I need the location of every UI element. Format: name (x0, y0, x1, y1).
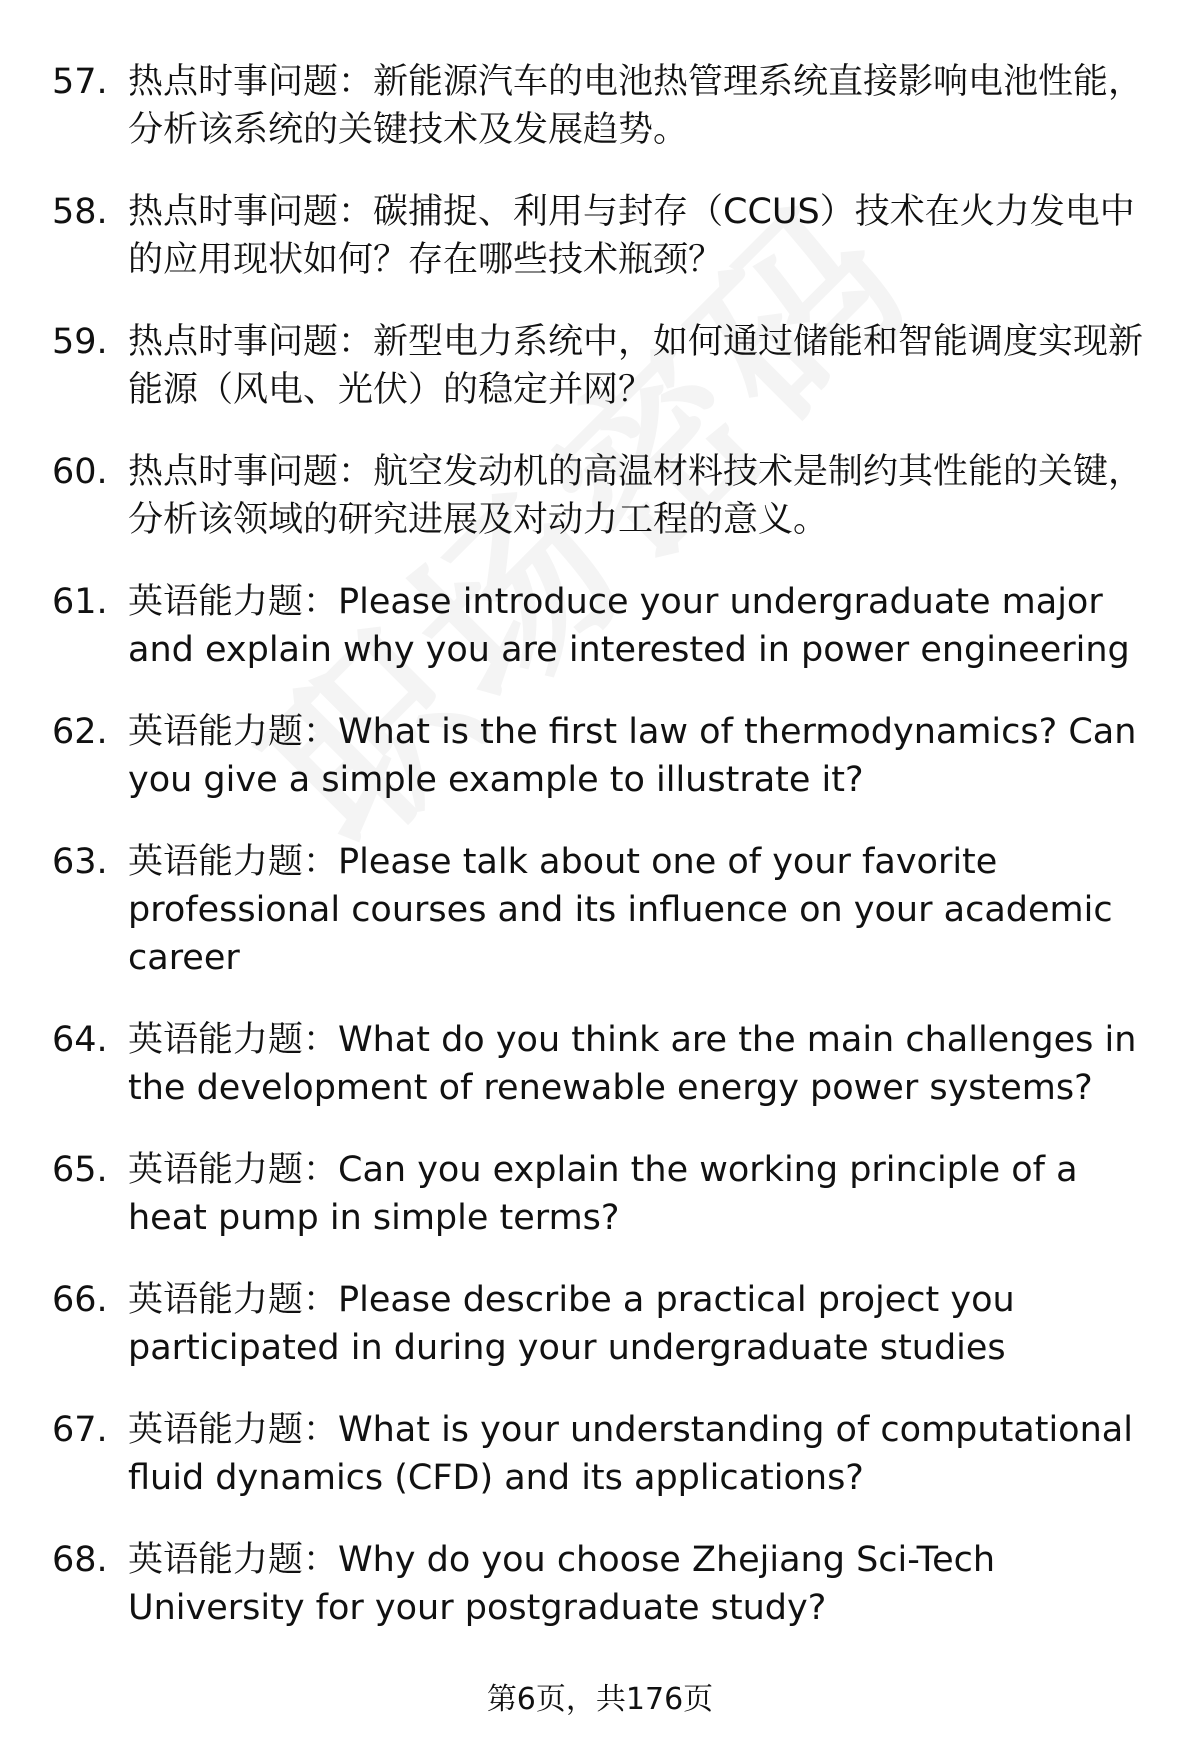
question-number: 65. (52, 1150, 108, 1190)
question-text: 热点时事问题：新能源汽车的电池热管理系统直接影响电池性能，分析该系统的关键技术及发展趋势。 (128, 62, 1144, 150)
question-text: 英语能力题：Why do you choose Zhejiang Sci-Tech University for your postgraduate study? (128, 1540, 996, 1628)
question-item (52, 58, 1152, 154)
question-text: 英语能力题：Please introduce your undergraduate major and explain why you are interested in power engineering (128, 582, 1130, 670)
question-text: 英语能力题：Please describe a practical project you participated in during your undergraduate studies (128, 1280, 1015, 1368)
question-item (52, 1016, 1152, 1112)
question-text: 英语能力题：Can you explain the working principle of a heat pump in simple terms? (128, 1150, 1078, 1238)
question-number: 60. (52, 452, 108, 492)
question-number: 68. (52, 1540, 108, 1580)
question-text: 热点时事问题：碳捕捉、利用与封存（CCUS）技术在火力发电中的应用现状如何？存在哪些技术瓶颈？ (128, 192, 1135, 280)
question-item (52, 708, 1152, 804)
question-number: 57. (52, 62, 108, 102)
question-number: 67. (52, 1410, 108, 1450)
question-item (52, 448, 1152, 544)
question-number: 61. (52, 582, 108, 622)
question-text: 英语能力题：What do you think are the main challenges in the development of renewable energy power systems? (128, 1020, 1137, 1108)
question-number: 58. (52, 192, 108, 232)
question-item (52, 1406, 1152, 1502)
question-text: 英语能力题：What is the first law of thermodynamics? Can you give a simple example to illustrate it? (128, 712, 1137, 800)
question-item (52, 318, 1152, 414)
question-number: 63. (52, 842, 108, 882)
question-text: 英语能力题：Please talk about one of your favorite professional courses and its influence on your academic career (128, 842, 1113, 978)
question-text: 英语能力题：What is your understanding of computational fluid dynamics (CFD) and its applications? (128, 1410, 1133, 1498)
question-item (52, 1146, 1152, 1242)
page-footer: 第6页，共176页 (486, 1682, 714, 1717)
question-number: 64. (52, 1020, 108, 1060)
question-item (52, 578, 1152, 674)
question-number: 66. (52, 1280, 108, 1320)
question-text: 热点时事问题：航空发动机的高温材料技术是制约其性能的关键，分析该领域的研究进展及对动力工程的意义。 (128, 452, 1144, 540)
question-item (52, 188, 1152, 284)
question-item (52, 1536, 1152, 1632)
question-item (52, 838, 1152, 982)
question-text: 热点时事问题：新型电力系统中，如何通过储能和智能调度实现新能源（风电、光伏）的稳定并网？ (128, 322, 1144, 410)
question-number: 62. (52, 712, 108, 752)
question-list (52, 58, 1152, 1666)
question-number: 59. (52, 322, 108, 362)
question-item (52, 1276, 1152, 1372)
